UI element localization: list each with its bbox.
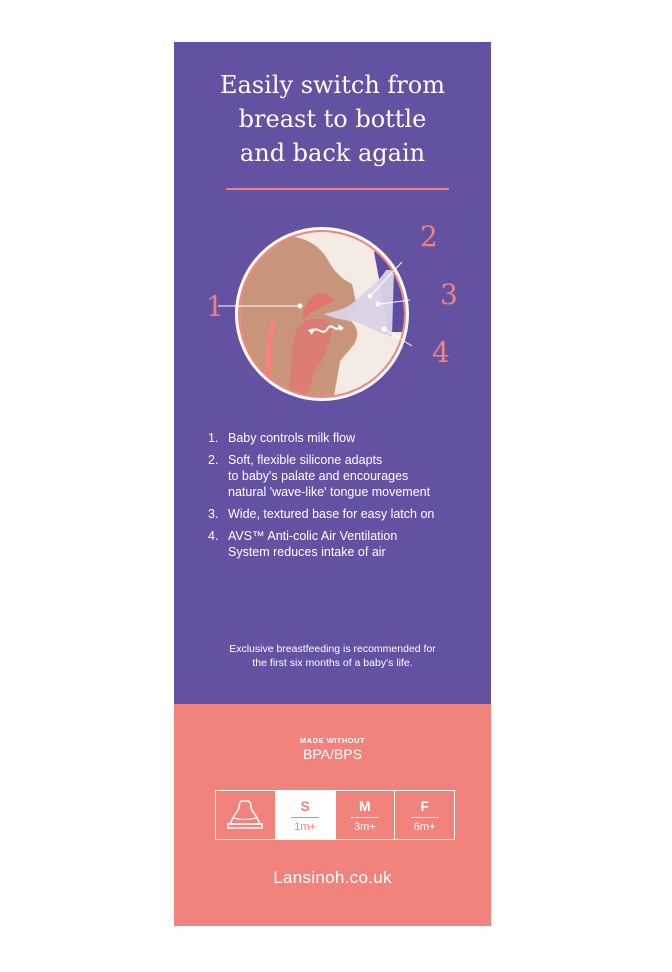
made-without-value: BPA/BPS: [303, 746, 362, 762]
size-fast: F 6m+: [394, 791, 454, 839]
breastfeeding-disclaimer: Exclusive breastfeeding is recommended for the first six months of a baby's life.: [229, 643, 436, 669]
size-slow: S 1m+: [275, 791, 335, 839]
callout-1: 1: [206, 290, 224, 323]
spec-section: [174, 704, 491, 926]
feature-item: 4. AVS™ Anti-colic Air Ventilation System reduces intake of air: [208, 529, 398, 559]
feature-item: 2. Soft, flexible silicone adapts to baby's palate and encourages natural 'wave-like' tongue movement: [208, 453, 431, 499]
website-link: Lansinoh.co.uk: [273, 868, 392, 887]
callout-4: 4: [432, 336, 450, 369]
headline-divider: [226, 188, 449, 190]
made-without-label: MADE WITHOUT: [299, 736, 366, 745]
feature-item: 3. Wide, textured base for easy latch on: [208, 507, 435, 521]
teat-icon-cell: [216, 791, 275, 839]
size-medium: M 3m+: [335, 791, 395, 839]
callout-3: 3: [440, 278, 458, 311]
teat-size-table: [215, 790, 455, 840]
product-panel: [174, 42, 491, 926]
teat-icon: [226, 798, 264, 832]
info-section: [174, 42, 491, 704]
headline: Easily switch from breast to bottle and back again: [220, 71, 445, 167]
callout-2: 2: [420, 222, 438, 253]
feeding-illustration: [204, 222, 474, 407]
feature-list: [208, 430, 478, 566]
feature-item: 1. Baby controls milk flow: [208, 431, 356, 445]
